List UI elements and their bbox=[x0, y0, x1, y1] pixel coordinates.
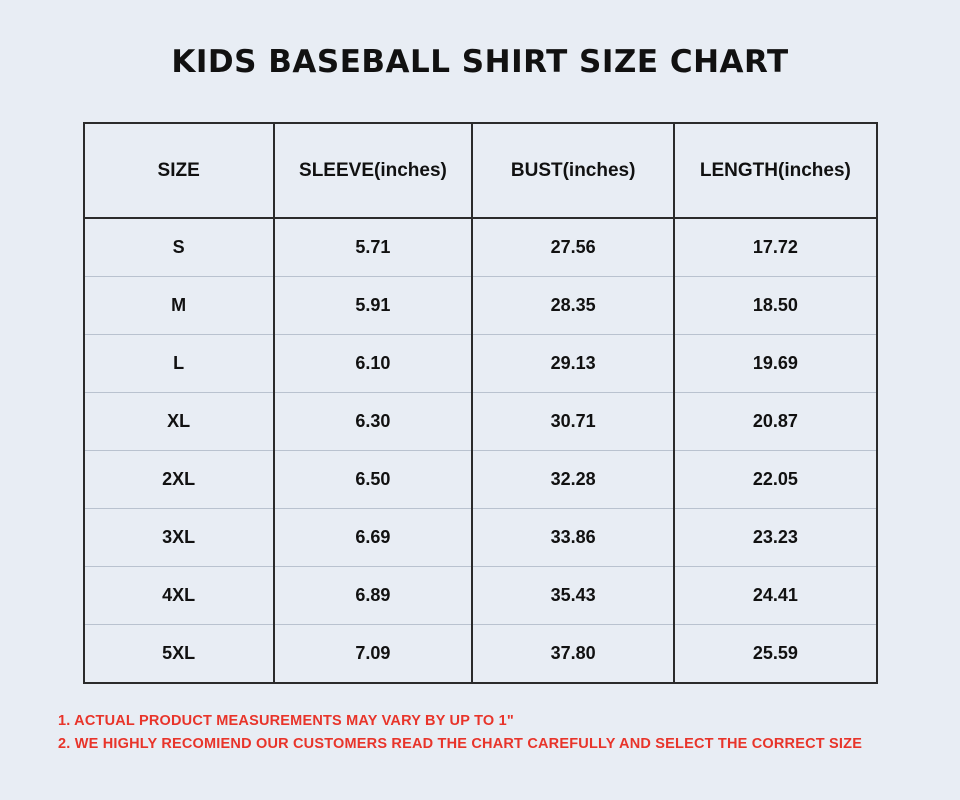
cell-sleeve: 6.10 bbox=[274, 335, 472, 393]
cell-bust: 30.71 bbox=[472, 393, 674, 451]
cell-bust: 27.56 bbox=[472, 218, 674, 277]
cell-sleeve: 5.91 bbox=[274, 277, 472, 335]
table-row bbox=[84, 277, 877, 335]
cell-length: 24.41 bbox=[674, 567, 876, 625]
column-header-bust: BUST(inches) bbox=[472, 123, 674, 218]
footnotes bbox=[58, 710, 862, 756]
table-row bbox=[84, 567, 877, 625]
cell-size: L bbox=[84, 335, 274, 393]
cell-bust: 35.43 bbox=[472, 567, 674, 625]
size-chart-table bbox=[83, 122, 878, 684]
cell-size: S bbox=[84, 218, 274, 277]
cell-bust: 29.13 bbox=[472, 335, 674, 393]
cell-length: 23.23 bbox=[674, 509, 876, 567]
footnote-1: 1. ACTUAL PRODUCT MEASUREMENTS MAY VARY BY UP TO 1" bbox=[58, 712, 514, 729]
table-row bbox=[84, 509, 877, 567]
table-row bbox=[84, 218, 877, 277]
cell-length: 20.87 bbox=[674, 393, 876, 451]
table-row bbox=[84, 625, 877, 684]
cell-size: 2XL bbox=[84, 451, 274, 509]
table-header-row bbox=[84, 123, 877, 218]
cell-bust: 33.86 bbox=[472, 509, 674, 567]
cell-sleeve: 5.71 bbox=[274, 218, 472, 277]
cell-bust: 37.80 bbox=[472, 625, 674, 684]
cell-sleeve: 6.50 bbox=[274, 451, 472, 509]
cell-sleeve: 6.89 bbox=[274, 567, 472, 625]
cell-sleeve: 7.09 bbox=[274, 625, 472, 684]
cell-bust: 28.35 bbox=[472, 277, 674, 335]
page-title: KIDS BASEBALL SHIRT SIZE CHART bbox=[171, 44, 789, 80]
cell-length: 22.05 bbox=[674, 451, 876, 509]
cell-length: 17.72 bbox=[674, 218, 876, 277]
cell-size: 4XL bbox=[84, 567, 274, 625]
table-row bbox=[84, 335, 877, 393]
cell-size: XL bbox=[84, 393, 274, 451]
column-header-sleeve: SLEEVE(inches) bbox=[274, 123, 472, 218]
footnote-2: 2. WE HIGHLY RECOMIEND OUR CUSTOMERS READ THE CHART CAREFULLY AND SELECT THE CORRECT SIZE bbox=[58, 735, 863, 752]
cell-sleeve: 6.69 bbox=[274, 509, 472, 567]
column-header-length: LENGTH(inches) bbox=[674, 123, 876, 218]
column-header-size: SIZE bbox=[84, 123, 274, 218]
table-header bbox=[84, 123, 877, 218]
table-body bbox=[84, 218, 877, 683]
table-row bbox=[84, 451, 877, 509]
cell-length: 19.69 bbox=[674, 335, 876, 393]
cell-size: 3XL bbox=[84, 509, 274, 567]
cell-length: 25.59 bbox=[674, 625, 876, 684]
table-row bbox=[84, 393, 877, 451]
cell-length: 18.50 bbox=[674, 277, 876, 335]
cell-sleeve: 6.30 bbox=[274, 393, 472, 451]
cell-size: M bbox=[84, 277, 274, 335]
size-chart-table-wrap bbox=[83, 122, 878, 684]
cell-size: 5XL bbox=[84, 625, 274, 684]
cell-bust: 32.28 bbox=[472, 451, 674, 509]
